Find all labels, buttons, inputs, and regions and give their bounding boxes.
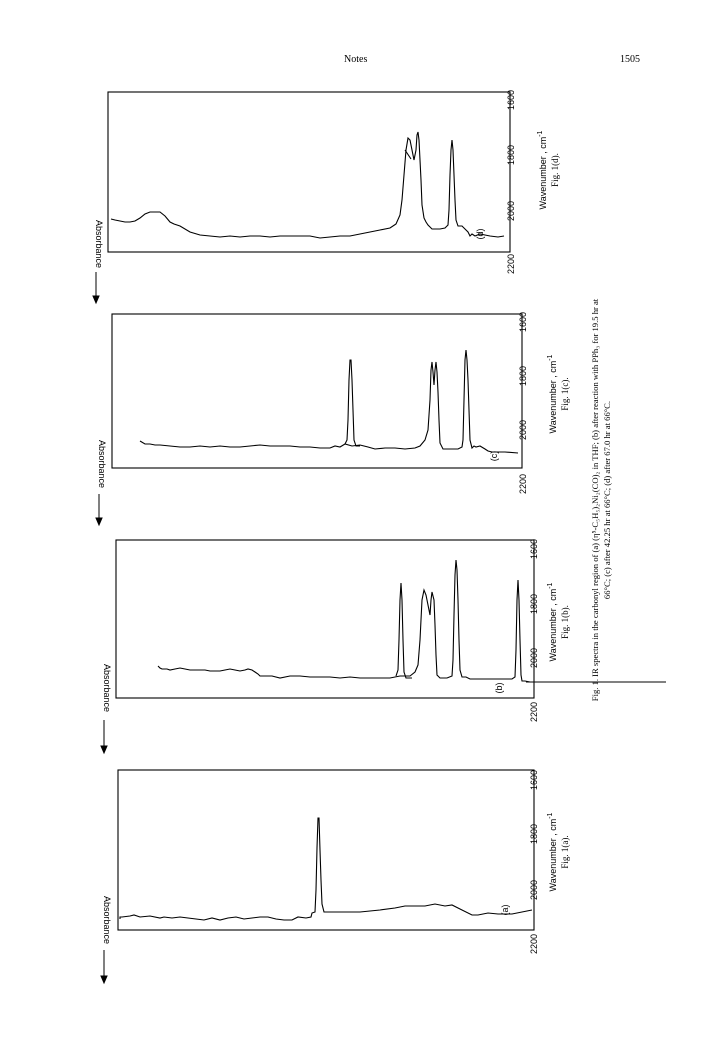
panel-d-tick-1600: 1600 [506, 89, 516, 111]
panel-d-spectrum [111, 132, 504, 238]
panel-a-spectrum [120, 818, 532, 920]
panel-a-label: (a) [500, 904, 510, 916]
panel-c-tick-1600: 1600 [518, 311, 528, 333]
panel-a-tick-2200: 2200 [529, 933, 539, 955]
panel-c-peak-1725 [345, 360, 360, 446]
panel-d-ylabel: Absorbance [94, 219, 104, 269]
panel-b [116, 540, 666, 698]
panel-b-frame [116, 540, 534, 698]
panel-d-sublabel: Fig. 1(d). [550, 153, 560, 187]
running-header: Notes [344, 54, 368, 65]
panel-c-frame [112, 314, 522, 468]
panel-c-tick-2000: 2000 [518, 419, 528, 441]
panel-c-ylabel: Absorbance [97, 439, 107, 489]
panel-a-ylabel: Absorbance [102, 895, 112, 945]
panel-a-tick-1600: 1600 [529, 769, 539, 791]
panel-a-sublabel: Fig. 1(a). [560, 835, 570, 869]
panel-a [118, 770, 534, 930]
panel-c [112, 314, 522, 468]
panel-b-spectrum-main [158, 560, 530, 682]
panel-d-y-arrow [93, 272, 99, 303]
panel-b-xlabel: Wavenumber , $cm^{-1}$ [547, 582, 558, 662]
figure-caption-line-2: 66°C; (c) after 42.25 hr at 66°C; (d) after 67.0 hr at 66°C. [602, 400, 612, 600]
panel-d-xlabel: Wavenumber , $cm^{-1}$ [537, 130, 548, 210]
panel-a-tick-1800: 1800 [529, 823, 539, 845]
panel-a-frame [118, 770, 534, 930]
panel-b-ylabel: Absorbance [102, 663, 112, 713]
figure-caption-line-1: Fig. 1. IR spectra in the carbonyl region of (a) (η⁵-C₅H₅)₂Ni₂(CO)₂ in THF; (b) after reaction with PPh₃ for 19.5 hr at [590, 298, 600, 702]
panel-b-tick-2000: 2000 [529, 647, 539, 669]
panel-a-y-arrow [101, 950, 107, 983]
panel-b-tick-2200: 2200 [529, 701, 539, 723]
panel-b-label: (b) [494, 682, 504, 694]
panel-c-label: (c) [489, 450, 499, 462]
panel-c-tick-2200: 2200 [518, 473, 528, 495]
panel-b-y-arrow [101, 720, 107, 753]
panel-d [108, 92, 510, 252]
panel-c-sublabel: Fig. 1(c). [560, 377, 570, 411]
panel-c-spectrum [140, 350, 518, 453]
panel-d-tick-1800: 1800 [506, 144, 516, 166]
panel-d-tick-2000: 2000 [506, 200, 516, 222]
panel-d-tick-2200: 2200 [506, 253, 516, 275]
panel-a-tick-2000: 2000 [529, 879, 539, 901]
panel-c-xlabel: Wavenumber , $cm^{-1}$ [547, 354, 558, 434]
panel-d-label: (d) [475, 228, 485, 240]
panel-b-peak-1725 [396, 583, 412, 678]
panel-c-y-arrow [96, 494, 102, 525]
panel-c-tick-1800: 1800 [518, 365, 528, 387]
panel-b-tick-1600: 1600 [529, 538, 539, 560]
panel-b-tick-1800: 1800 [529, 593, 539, 615]
page-number: 1505 [620, 54, 640, 65]
panel-a-xlabel: Wavenumber , $cm^{-1}$ [547, 812, 558, 892]
panel-b-sublabel: Fig. 1(b). [560, 605, 570, 639]
